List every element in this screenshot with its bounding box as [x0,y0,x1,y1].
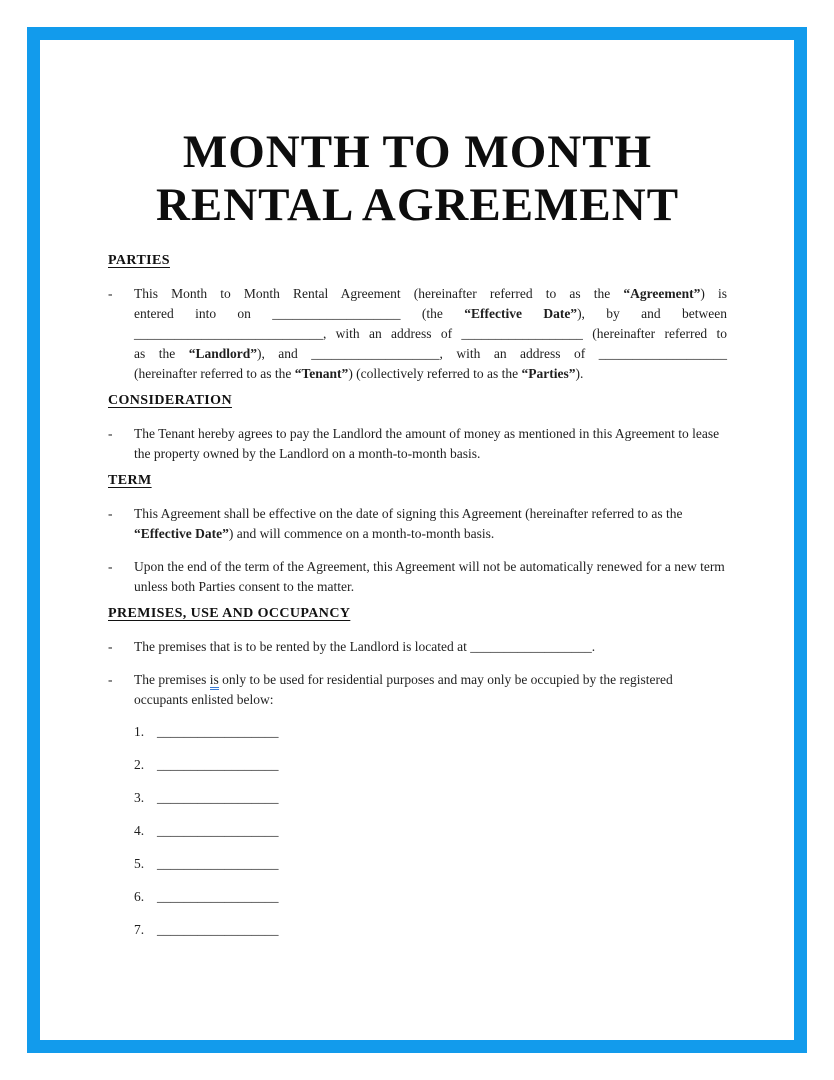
blank-line: __________________ [157,724,279,739]
document-title-line2: RENTAL AGREEMENT [155,179,680,231]
occupant-line-item [134,854,727,874]
sections [108,251,727,940]
clause-segment: The premises [134,672,210,687]
clause-segment: , with an address of [439,346,599,361]
clause-segment: ) is [700,286,727,301]
bullet-dash: - [108,426,113,441]
clause-text [134,557,727,597]
clause-segment: entered into on [134,306,273,321]
bullet-dash: - [108,672,113,687]
clause-segment: This Agreement shall be effective on the date of signing this Agreement (hereinafter referred to as the [134,506,683,521]
clause-segment: The Tenant hereby agrees to pay the Landlord the amount of money as mentioned in this Agreement to lease the property owned by the Landlord on a month-to-month basis. [134,426,720,461]
clause-term [108,557,727,597]
clause-segment: , with an address of [323,326,462,341]
clause-segment: ), by and between [577,306,727,321]
clause-premises-use-occupancy [108,637,727,657]
blank-line: ___________________ [311,346,440,361]
clause-segment: “Effective Date” [464,306,578,321]
bullet-dash: - [108,506,113,521]
occupant-number: 2. [134,757,145,772]
clause-segment: The premises that is to be rented by the Landlord is located at [134,639,471,654]
clause-text [134,637,727,657]
justified-line [134,344,727,364]
blank-line: __________________ [461,326,583,341]
clause-term [108,504,727,544]
blank-line: __________________ [157,856,279,871]
section-heading-consideration: CONSIDERATION [108,393,232,408]
clause-segment: as the [134,346,189,361]
section-heading-parties: PARTIES [108,253,170,268]
blank-line: __________________ [157,790,279,805]
section-heading-premises-use-occupancy: PREMISES, USE AND OCCUPANCY [108,606,351,621]
clause-segment: ), and [256,346,312,361]
clause-segment: “Parties” [521,366,576,381]
blank-line: ____________________________ [134,326,323,341]
blank-line: __________________ [470,639,592,654]
clause-segment: ) and will commence on a month-to-month basis. [228,526,495,541]
occupant-number: 3. [134,790,145,805]
bullet-dash: - [108,286,113,301]
occupant-line-item [134,755,727,775]
clause-consideration [108,424,727,464]
grammar-marked-word: is [210,672,219,690]
clause-text [134,284,727,384]
clause-segment: (the [400,306,465,321]
clause-segment: ). [575,366,584,381]
clause-segment: “Landlord” [188,346,257,361]
clause-segment: (hereinafter referred to as the [134,366,295,381]
occupant-line-item [134,821,727,841]
occupant-line-item [134,887,727,907]
clause-segment: Upon the end of the term of the Agreement, this Agreement will not be automatically renewed for a new term unless both Parties consent to the matter. [134,559,725,594]
document-title [108,126,727,232]
clause-text [134,424,727,464]
justified-line [134,324,727,344]
occupant-number: 6. [134,889,145,904]
blank-line: __________________ [157,757,279,772]
justified-line [134,304,727,324]
clause-text [134,670,727,710]
document-title-line1: MONTH TO MONTH [182,126,653,178]
occupants-list [108,722,727,940]
clause-segment: (hereinafter referred to [582,326,727,341]
blank-line: __________________ [157,889,279,904]
occupant-number: 7. [134,922,145,937]
occupant-line-item [134,920,727,940]
occupant-line-item [134,722,727,742]
clause-segment: ) (collectively referred to as the [348,366,522,381]
bullet-dash: - [108,559,113,574]
section-heading-term: TERM [108,473,152,488]
justified-line [134,284,727,304]
blank-line: ___________________ [598,346,727,361]
clause-segment: “Tenant” [294,366,349,381]
page-border-frame [27,27,807,1053]
clause-segment: “Agreement” [623,286,701,301]
occupant-number: 5. [134,856,145,871]
occupant-line-item [134,788,727,808]
justified-line [134,364,727,384]
bullet-dash: - [108,639,113,654]
blank-line: __________________ [157,823,279,838]
occupant-number: 1. [134,724,145,739]
clause-text [134,504,727,544]
blank-line: __________________ [157,922,279,937]
clause-premises-use-occupancy [108,670,727,710]
occupant-number: 4. [134,823,145,838]
document-content [108,40,727,940]
clause-parties [108,284,727,384]
clause-segment: “Effective Date” [134,526,229,541]
clause-segment: This Month to Month Rental Agreement (hereinafter referred to as the [134,286,624,301]
blank-line: ___________________ [272,306,401,321]
clause-segment: only to be used for residential purposes and may only be occupied by the registered occupants enlisted below: [134,672,673,707]
clause-segment: . [591,639,596,654]
